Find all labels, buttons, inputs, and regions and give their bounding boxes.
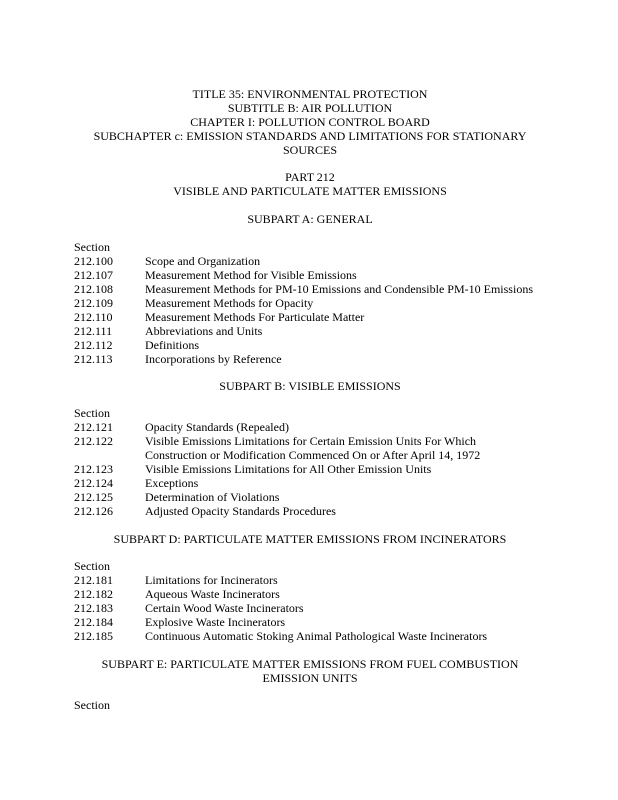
section-title: Continuous Automatic Stoking Animal Pathological Waste Incinerators	[145, 629, 488, 643]
section-number: 212.124	[74, 476, 113, 490]
section-number: 212.181	[74, 573, 113, 587]
section-title: Adjusted Opacity Standards Procedures	[145, 504, 336, 518]
title-heading: TITLE 35: ENVIRONMENTAL PROTECTION	[192, 87, 428, 101]
toc-row	[74, 490, 554, 504]
part-heading	[74, 170, 546, 198]
subpart-a-heading: SUBPART A: GENERAL	[247, 212, 373, 226]
section-title: Opacity Standards (Repealed)	[145, 420, 289, 434]
toc-row	[74, 268, 554, 282]
toc-row	[74, 462, 554, 476]
toc-row	[74, 476, 554, 490]
section-title: Visible Emissions Limitations for Certain Emission Units For Which Construction or Modification Commenced On or After April 14, 1972	[145, 434, 481, 462]
section-number: 212.182	[74, 587, 113, 601]
document-header	[74, 87, 546, 157]
section-title: Limitations for Incinerators	[145, 573, 278, 587]
section-number: 212.121	[74, 420, 113, 434]
toc-row	[74, 296, 554, 310]
subpart-a-toc	[74, 254, 554, 366]
section-number: 212.125	[74, 490, 113, 504]
toc-row	[74, 504, 554, 518]
section-title: Determination of Violations	[145, 490, 280, 504]
section-number: 212.183	[74, 601, 113, 615]
section-number: 212.123	[74, 462, 113, 476]
subpart-b-heading: SUBPART B: VISIBLE EMISSIONS	[219, 379, 401, 393]
toc-row	[74, 615, 554, 629]
section-number: 212.110	[74, 310, 113, 324]
toc-row	[74, 310, 554, 324]
section-title: Aqueous Waste Incinerators	[145, 587, 280, 601]
toc-row	[74, 601, 554, 615]
part-name: VISIBLE AND PARTICULATE MATTER EMISSIONS	[173, 184, 447, 198]
subpart-d-heading: SUBPART D: PARTICULATE MATTER EMISSIONS FROM INCINERATORS	[113, 532, 507, 546]
subchapter-heading: SUBCHAPTER c: EMISSION STANDARDS AND LIMITATIONS FOR STATIONARY SOURCES	[93, 129, 527, 157]
section-number: 212.111	[74, 324, 113, 338]
section-label: Section	[74, 406, 110, 420]
section-title: Abbreviations and Units	[145, 324, 263, 338]
section-number: 212.122	[74, 434, 113, 448]
section-title: Incorporations by Reference	[145, 352, 282, 366]
toc-row	[74, 629, 554, 643]
subpart-b-toc	[74, 420, 554, 518]
section-number: 212.112	[74, 338, 113, 352]
section-label: Section	[74, 240, 110, 254]
section-number: 212.100	[74, 254, 113, 268]
subpart-e-heading-line2: EMISSION UNITS	[262, 671, 358, 685]
toc-row	[74, 324, 554, 338]
section-title: Measurement Method for Visible Emissions	[145, 268, 357, 282]
toc-row	[74, 352, 554, 366]
toc-row	[74, 573, 554, 587]
toc-row	[74, 282, 554, 296]
section-number: 212.108	[74, 282, 113, 296]
subpart-d-toc	[74, 573, 554, 643]
section-label: Section	[74, 559, 110, 573]
toc-row	[74, 254, 554, 268]
subtitle-heading: SUBTITLE B: AIR POLLUTION	[227, 101, 393, 115]
toc-row	[74, 420, 554, 434]
section-number: 212.109	[74, 296, 113, 310]
section-title: Measurement Methods for PM-10 Emissions and Condensible PM-10 Emissions	[145, 282, 533, 296]
subpart-e-heading	[74, 657, 546, 685]
section-number: 212.113	[74, 352, 113, 366]
section-title: Certain Wood Waste Incinerators	[145, 601, 304, 615]
section-number: 212.184	[74, 615, 113, 629]
section-title: Measurement Methods for Opacity	[145, 296, 314, 310]
toc-row	[74, 587, 554, 601]
section-label: Section	[74, 698, 110, 712]
section-title: Visible Emissions Limitations for All Other Emission Units	[145, 462, 432, 476]
chapter-heading: CHAPTER I: POLLUTION CONTROL BOARD	[190, 115, 430, 129]
section-title: Explosive Waste Incinerators	[145, 615, 286, 629]
subpart-e-heading-line1: SUBPART E: PARTICULATE MATTER EMISSIONS FROM FUEL COMBUSTION	[101, 657, 519, 671]
section-number: 212.107	[74, 268, 113, 282]
section-number: 212.185	[74, 629, 113, 643]
part-number: PART 212	[285, 170, 335, 184]
section-number: 212.126	[74, 504, 113, 518]
toc-row	[74, 338, 554, 352]
section-title: Definitions	[145, 338, 199, 352]
toc-row	[74, 434, 554, 462]
section-title: Measurement Methods For Particulate Matter	[145, 310, 365, 324]
section-title: Exceptions	[145, 476, 199, 490]
section-title: Scope and Organization	[145, 254, 261, 268]
